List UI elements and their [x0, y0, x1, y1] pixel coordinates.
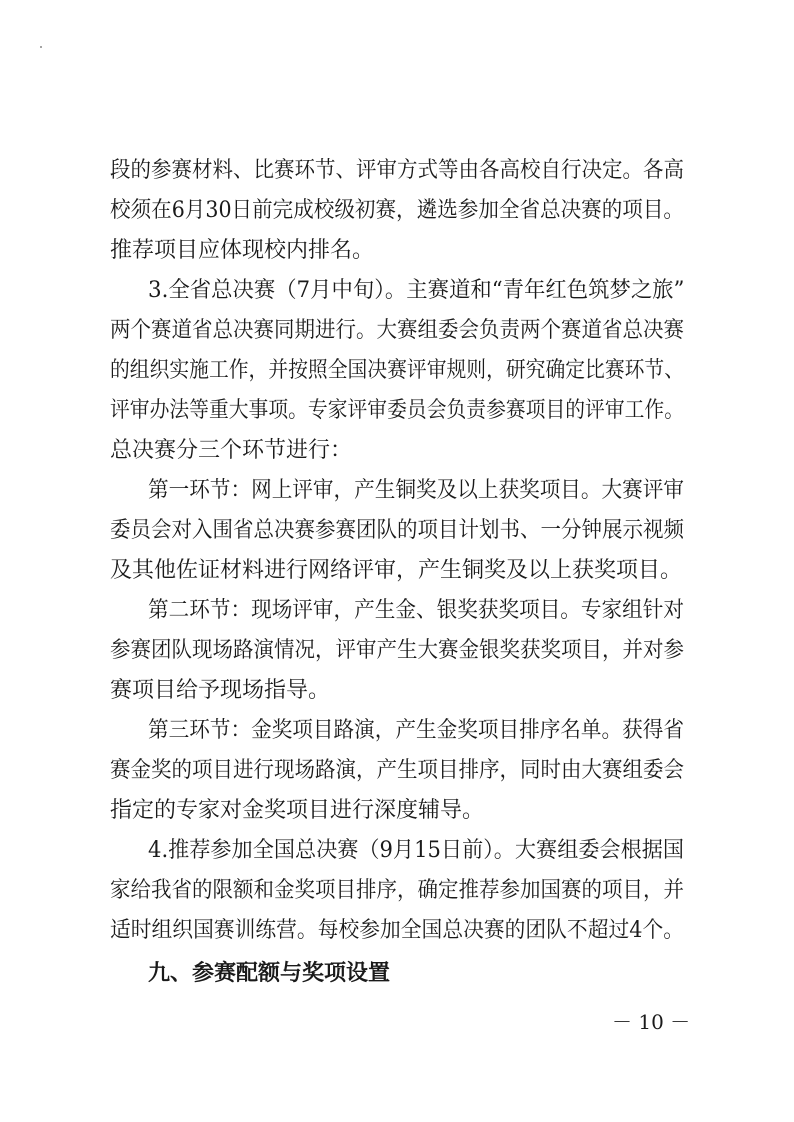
paragraph-line: 委员会对入围省总决赛参赛团队的项目计划书、一分钟展示视频: [110, 518, 685, 543]
paragraph-line: 总决赛分三个环节进行：: [110, 438, 353, 463]
paragraph-line: 适时组织国赛训练营。每校参加全国总决赛的团队不超过4个。: [110, 918, 684, 943]
paragraph-line: 的组织实施工作，并按照全国决赛评审规则，研究确定比赛环节、: [110, 358, 685, 383]
paragraph-line: 赛金奖的项目进行现场路演，产生项目排序，同时由大赛组委会: [110, 758, 685, 783]
paragraph-line: 3.全省总决赛（7月中旬）。主赛道和“青年红色筑梦之旅”: [148, 278, 685, 303]
paragraph-line: 第一环节：网上评审，产生铜奖及以上获奖项目。大赛评审: [148, 478, 685, 503]
paragraph-line: 段的参赛材料、比赛环节、评审方式等由各高校自行决定。各高: [110, 158, 685, 183]
paragraph-line: 评审办法等重大事项。专家评审委员会负责参赛项目的评审工作。: [110, 398, 685, 423]
paragraph-line: 指定的专家对金奖项目进行深度辅导。: [110, 798, 485, 823]
paragraph-line: 参赛团队现场路演情况，评审产生大赛金银奖获奖项目，并对参: [110, 638, 685, 663]
section-heading: 九、参赛配额与奖项设置: [148, 960, 391, 986]
paragraph-line: 家给我省的限额和金奖项目排序，确定推荐参加国赛的项目，并: [110, 878, 685, 903]
page-number: － 10 －: [612, 1010, 691, 1034]
paragraph-line: 推荐项目应体现校内排名。: [110, 238, 375, 263]
paragraph-line: 第二环节：现场评审，产生金、银奖获奖项目。专家组针对: [148, 598, 685, 623]
paragraph-line: 两个赛道省总决赛同期进行。大赛组委会负责两个赛道省总决赛: [110, 318, 685, 343]
paragraph-line: 校须在6月30日前完成校级初赛，遴选参加全省总决赛的项目。: [110, 198, 684, 223]
paragraph-line: 赛项目给予现场指导。: [110, 678, 331, 703]
paragraph-line: 4.推荐参加全国总决赛（9月15日前）。大赛组委会根据国: [148, 838, 684, 863]
paragraph-line: 及其他佐证材料进行网络评审，产生铜奖及以上获奖项目。: [110, 558, 683, 583]
scan-speck: [40, 46, 42, 48]
paragraph-line: 第三环节：金奖项目路演，产生金奖项目排序名单。获得省: [148, 718, 685, 743]
